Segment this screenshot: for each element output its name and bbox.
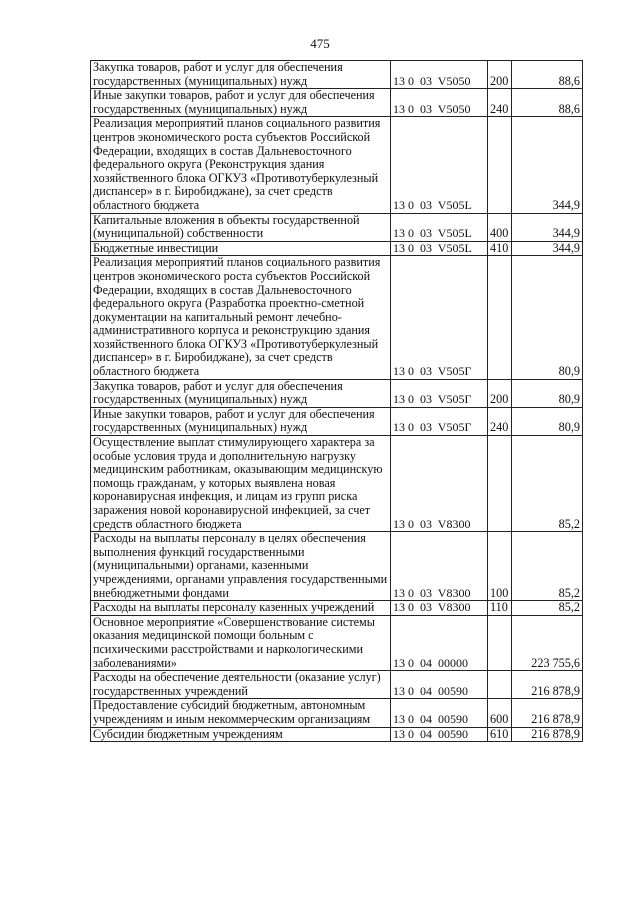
table-row <box>91 601 583 616</box>
row-sum-cell: 80,9 <box>512 256 583 379</box>
row-code-cell: 13 0 04 00000 <box>391 615 488 670</box>
row-name-cell: Расходы на выплаты персоналу казенных учреждений <box>91 601 391 616</box>
row-expense-type-cell: 200 <box>488 379 512 407</box>
row-sum-cell: 216 878,9 <box>512 727 583 742</box>
table-row <box>91 671 583 699</box>
row-sum-cell: 88,6 <box>512 61 583 89</box>
row-code-cell: 13 0 03 V8300 <box>391 532 488 601</box>
row-expense-type-cell <box>488 256 512 379</box>
table-row <box>91 241 583 256</box>
row-expense-type-cell: 200 <box>488 61 512 89</box>
table-row <box>91 213 583 241</box>
page-number: 475 <box>310 36 330 51</box>
row-sum-cell: 85,2 <box>512 436 583 532</box>
row-name-cell: Закупка товаров, работ и услуг для обеспечения государственных (муниципальных) нужд <box>91 61 391 89</box>
row-sum-cell: 88,6 <box>512 89 583 117</box>
row-name-cell: Основное мероприятие «Совершенствование системы оказания медицинской помощи больным с психическими расстройствами и наркологическими заболеваниями» <box>91 615 391 670</box>
table-row <box>91 379 583 407</box>
table-row <box>91 436 583 532</box>
row-sum-cell: 344,9 <box>512 241 583 256</box>
row-code-cell: 13 0 03 V5050 <box>391 89 488 117</box>
table-row <box>91 699 583 727</box>
row-name-cell: Капитальные вложения в объекты государственной (муниципальной) собственности <box>91 213 391 241</box>
table-row <box>91 727 583 742</box>
row-code-cell: 13 0 03 V5050 <box>391 61 488 89</box>
row-expense-type-cell <box>488 671 512 699</box>
row-code-cell: 13 0 03 V505Г <box>391 407 488 435</box>
table-row <box>91 407 583 435</box>
row-code-cell: 13 0 04 00590 <box>391 727 488 742</box>
table-row <box>91 61 583 89</box>
row-sum-cell: 85,2 <box>512 601 583 616</box>
row-sum-cell: 216 878,9 <box>512 671 583 699</box>
table-row <box>91 615 583 670</box>
row-name-cell: Предоставление субсидий бюджетным, автономным учреждениям и иным некоммерческим организациям <box>91 699 391 727</box>
table-row <box>91 117 583 213</box>
row-code-cell: 13 0 03 V505L <box>391 241 488 256</box>
row-code-cell: 13 0 03 V505L <box>391 117 488 213</box>
row-code-cell: 13 0 03 V8300 <box>391 601 488 616</box>
row-expense-type-cell: 600 <box>488 699 512 727</box>
row-expense-type-cell: 410 <box>488 241 512 256</box>
table-row <box>91 89 583 117</box>
row-name-cell: Бюджетные инвестиции <box>91 241 391 256</box>
row-code-cell: 13 0 04 00590 <box>391 671 488 699</box>
row-name-cell: Иные закупки товаров, работ и услуг для обеспечения государственных (муниципальных) нужд <box>91 407 391 435</box>
row-expense-type-cell: 610 <box>488 727 512 742</box>
row-code-cell: 13 0 03 V8300 <box>391 436 488 532</box>
row-name-cell: Реализация мероприятий планов социального развития центров экономического роста субъектов Российской Федерации, входящих в состав Дальневосточного федерального округа (Реконструкция здания хозяйственного блока ОГКУЗ «Противотуберкулезный диспансер» в г. Биробиджане), за счет средств областного бюджета <box>91 117 391 213</box>
row-expense-type-cell <box>488 117 512 213</box>
budget-table-body <box>91 61 583 742</box>
row-expense-type-cell: 110 <box>488 601 512 616</box>
row-expense-type-cell: 100 <box>488 532 512 601</box>
row-expense-type-cell: 240 <box>488 89 512 117</box>
row-sum-cell: 85,2 <box>512 532 583 601</box>
row-name-cell: Расходы на обеспечение деятельности (оказание услуг) государственных учреждений <box>91 671 391 699</box>
row-sum-cell: 344,9 <box>512 117 583 213</box>
row-sum-cell: 223 755,6 <box>512 615 583 670</box>
budget-table <box>90 60 583 742</box>
row-code-cell: 13 0 03 V505Г <box>391 256 488 379</box>
row-code-cell: 13 0 04 00590 <box>391 699 488 727</box>
row-sum-cell: 80,9 <box>512 379 583 407</box>
row-name-cell: Иные закупки товаров, работ и услуг для обеспечения государственных (муниципальных) нужд <box>91 89 391 117</box>
row-name-cell: Осуществление выплат стимулирующего характера за особые условия труда и дополнительную нагрузку медицинским работникам, оказывающим медицинскую помощь гражданам, у которых выявлена новая коронавирусная инфекция, и лицам из групп риска заражения новой коронавирусной инфекцией, за счет средств областного бюджета <box>91 436 391 532</box>
row-expense-type-cell <box>488 436 512 532</box>
row-sum-cell: 216 878,9 <box>512 699 583 727</box>
table-row <box>91 532 583 601</box>
row-expense-type-cell: 400 <box>488 213 512 241</box>
row-sum-cell: 80,9 <box>512 407 583 435</box>
row-name-cell: Расходы на выплаты персоналу в целях обеспечения выполнения функций государственными (муниципальными) органами, казенными учреждениями, органами управления государственными внебюджетными фондами <box>91 532 391 601</box>
row-name-cell: Реализация мероприятий планов социального развития центров экономического роста субъектов Российской Федерации, входящих в состав Дальневосточного федерального округа (Разработка проектно-сметной документации на капитальный ремонт лечебно-административного корпуса и реконструкцию здания хозяйственного блока ОГКУЗ «Противотуберкулезный диспансер» в г. Биробиджане), за счет средств областного бюджета <box>91 256 391 379</box>
row-code-cell: 13 0 03 V505L <box>391 213 488 241</box>
row-sum-cell: 344,9 <box>512 213 583 241</box>
row-expense-type-cell: 240 <box>488 407 512 435</box>
row-name-cell: Субсидии бюджетным учреждениям <box>91 727 391 742</box>
row-expense-type-cell <box>488 615 512 670</box>
table-row <box>91 256 583 379</box>
row-code-cell: 13 0 03 V505Г <box>391 379 488 407</box>
row-name-cell: Закупка товаров, работ и услуг для обеспечения государственных (муниципальных) нужд <box>91 379 391 407</box>
